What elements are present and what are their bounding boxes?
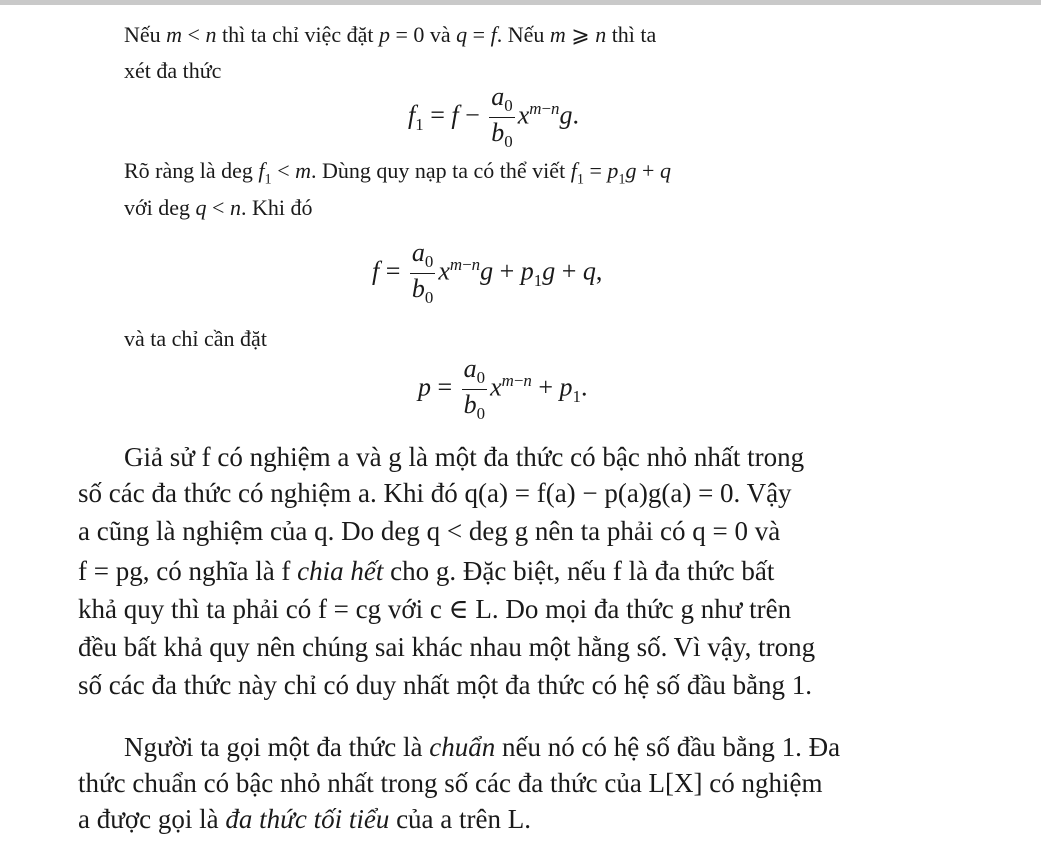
- paragraph-2-line-1: Người ta gọi một đa thức là chuẩn nếu nó có hệ số đầu bằng 1. Đa: [124, 732, 841, 762]
- text-line-1: Nếu m < n thì ta chỉ việc đặt p = 0 và q = f. Nếu m ⩾ n thì ta: [124, 22, 657, 47]
- paragraph-1-line-4: f = pg, có nghĩa là f chia hết cho g. Đặc biệt, nếu f là đa thức bất: [78, 556, 775, 586]
- text-line-7: và ta chỉ cần đặt: [124, 326, 267, 351]
- paragraph-1-line-5: khả quy thì ta phải có f = cg với c ∈ L. Do mọi đa thức g như trên: [78, 594, 792, 624]
- paragraph-1-line-7: số các đa thức này chỉ có duy nhất một đa thức có hệ số đầu bằng 1.: [78, 670, 813, 700]
- paragraph-1-line-6: đều bất khả quy nên chúng sai khác nhau một hằng số. Vì vậy, trong: [78, 632, 816, 662]
- text-line-2: xét đa thức: [124, 58, 222, 83]
- paragraph-1-line-3: a cũng là nghiệm của q. Do deg q < deg g nên ta phải có q = 0 và: [78, 516, 781, 546]
- paragraph-2-line-3: a được gọi là đa thức tối tiểu của a trên L.: [78, 804, 531, 834]
- paragraph-1-line-1: Giả sử f có nghiệm a và g là một đa thức có bậc nhỏ nhất trong: [124, 442, 805, 472]
- text-line-4: Rõ ràng là deg $f_1 < m$. Dùng quy nạp ta có thể viết $f_1 = p_1g + q$: [124, 158, 671, 188]
- text-line-5: với deg q < n. Khi đó: [124, 195, 313, 220]
- paragraph-1-line-2: số các đa thức có nghiệm a. Khi đó q(a) = f(a) − p(a)g(a) = 0. Vậy: [78, 478, 792, 508]
- equation-f: f = $\frac{a_0}{b_0}$ $x^{m-n}g + p_1g + q$,: [372, 238, 603, 308]
- paragraph-2-line-2: thức chuẩn có bậc nhỏ nhất trong số các đa thức của L[X] có nghiệm: [78, 768, 823, 798]
- equation-p: p = $\frac{a_0}{b_0}$ $x^{m-n} + p_1$.: [418, 354, 588, 424]
- top-border: [0, 0, 1041, 5]
- equation-f1: $f_1 = f$ − $\frac{a_0}{b_0}$ $x^{m-n}g$.: [408, 82, 579, 152]
